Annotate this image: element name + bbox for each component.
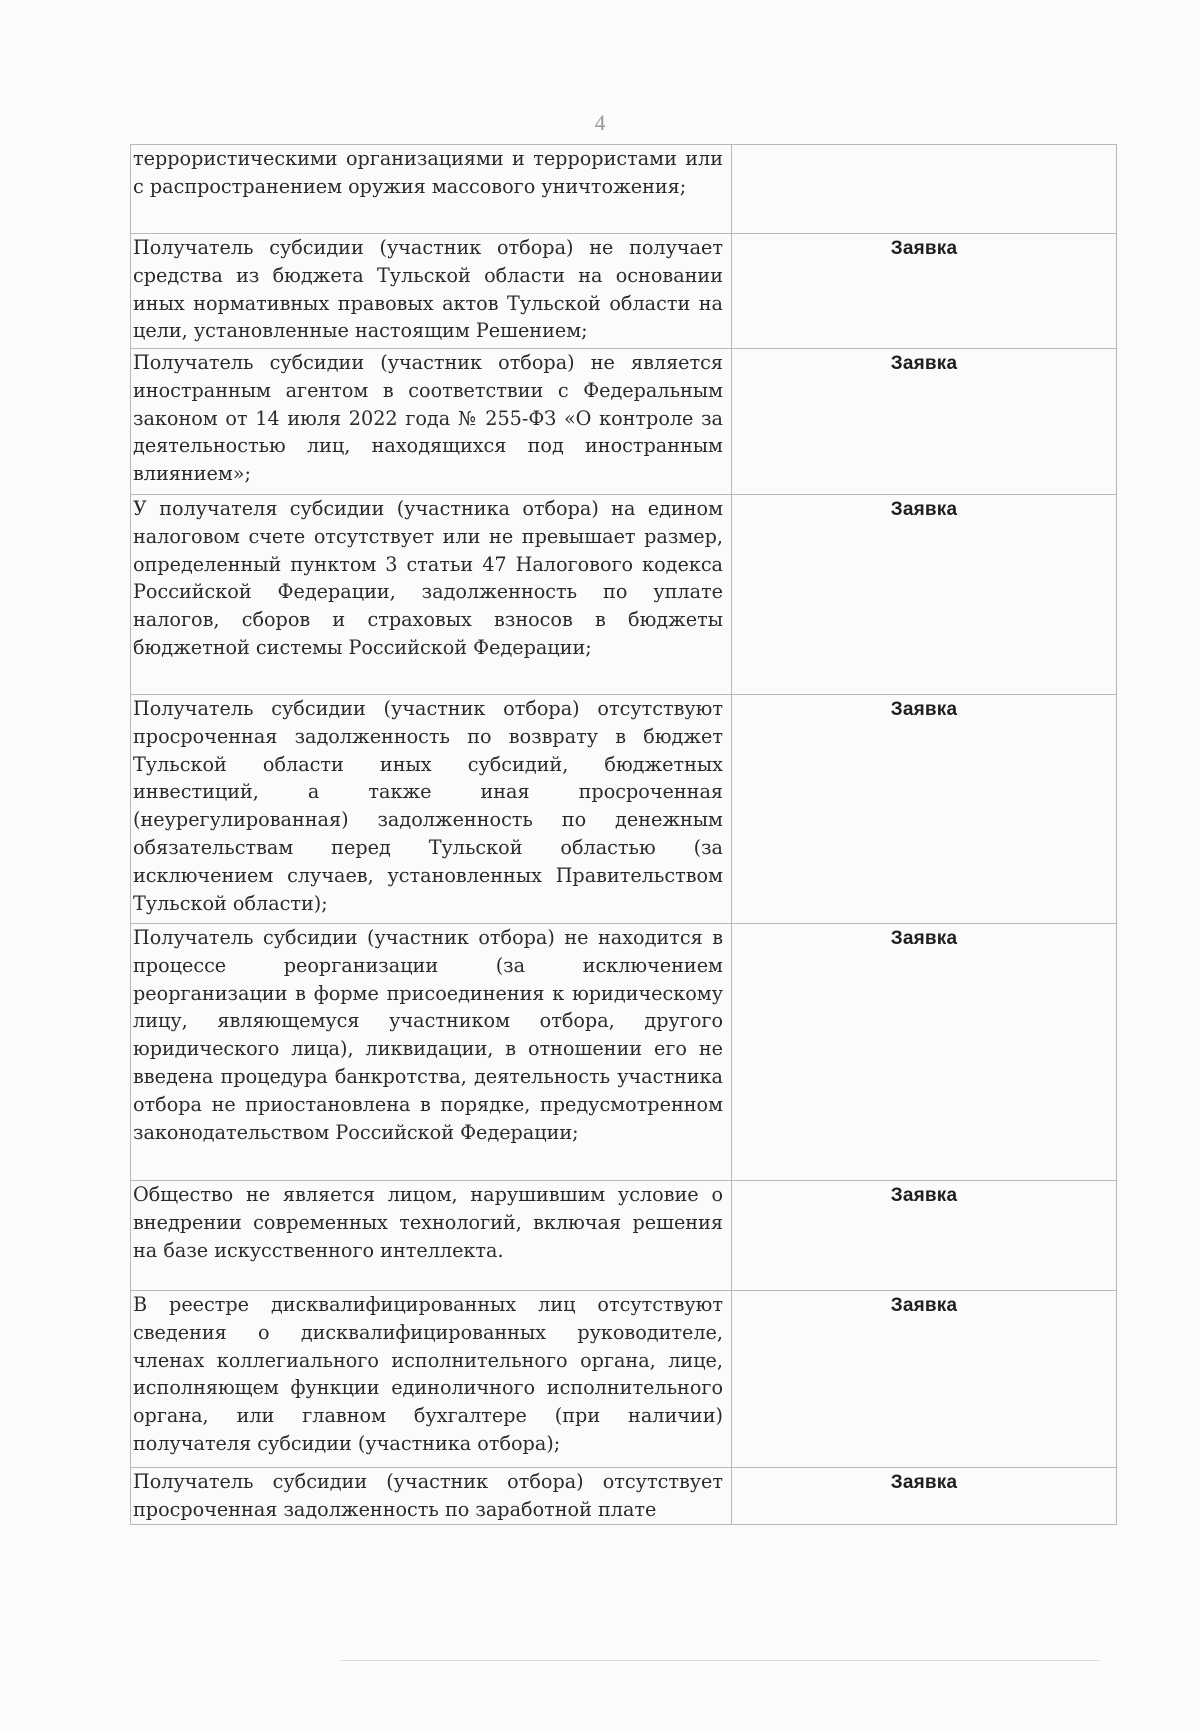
table-row (131, 1181, 1117, 1291)
source-cell (732, 234, 1117, 349)
condition-cell: Общество не является лицом, нарушившим условие о внедрении современных технологий, включая решения на базе искусственного интеллекта. (131, 1181, 732, 1291)
table-row (131, 1468, 1117, 1525)
page-number: 4 (594, 110, 606, 135)
condition-cell: В реестре дисквалифицированных лиц отсутствуют сведения о дисквалифицированных руководителе, членах коллегиального исполнительного органа, лице, исполняющем функции единоличного исполнительного органа, или главном бухгалтере (при наличии) получателя субсидии (участника отбора); (131, 1291, 732, 1468)
source-label: Заявка (890, 499, 958, 520)
table-row (131, 145, 1117, 234)
source-label: Заявка (890, 928, 958, 949)
source-cell (732, 349, 1117, 495)
requirements-table (130, 144, 1117, 1525)
condition-cell: У получателя субсидии (участника отбора) на едином налоговом счете отсутствует или не превышает размер, определенный пунктом 3 статьи 47 Налогового кодекса Российской Федерации, задолженность по уплате налогов, сборов и страховых взносов в бюджеты бюджетной системы Российской Федерации; (131, 495, 732, 695)
source-label: Заявка (890, 353, 958, 374)
condition-cell: Получатель субсидии (участник отбора) не находится в процессе реорганизации (за исключением реорганизации в форме присоединения к юридическому лицу, являющемуся участником отбора, другого юридического лица), ликвидации, в отношении его не введена процедура банкротства, деятельность участника отбора не приостановлена в порядке, предусмотренном законодательством Российской Федерации; (131, 924, 732, 1181)
source-label: Заявка (890, 238, 958, 259)
source-cell (732, 1291, 1117, 1468)
condition-cell: Получатель субсидии (участник отбора) отсутствуют просроченная задолженность по возврату в бюджет Тульской области иных субсидий, бюджетных инвестиций, а также иная просроченная (неурегулированная) задолженность по денежным обязательствам перед Тульской областью (за исключением случаев, установленных Правительством Тульской области); (131, 695, 732, 924)
source-cell (732, 1181, 1117, 1291)
table-row (131, 349, 1117, 495)
condition-cell: Получатель субсидии (участник отбора) отсутствует просроченная задолженность по заработной плате (131, 1468, 732, 1525)
table-row (131, 234, 1117, 349)
source-label: Заявка (890, 699, 958, 720)
table-row (131, 495, 1117, 695)
table-row (131, 695, 1117, 924)
source-label: Заявка (890, 1295, 958, 1316)
source-cell (732, 145, 1117, 234)
condition-cell: Получатель субсидии (участник отбора) не получает средства из бюджета Тульской области на основании иных нормативных правовых актов Тульской области на цели, установленные настоящим Решением; (131, 234, 732, 349)
source-cell (732, 695, 1117, 924)
table-row (131, 1291, 1117, 1468)
condition-cell: Получатель субсидии (участник отбора) не является иностранным агентом в соответствии с Федеральным законом от 14 июля 2022 года № 255-ФЗ «О контроле за деятельностью лиц, находящихся под иностранным влиянием»; (131, 349, 732, 495)
condition-cell: террористическими организациями и террористами или с распространением оружия массового уничтожения; (131, 145, 732, 234)
source-label: Заявка (890, 1472, 958, 1493)
source-cell (732, 924, 1117, 1181)
source-cell (732, 495, 1117, 695)
page-bottom-rule (340, 1660, 1100, 1661)
source-cell (732, 1468, 1117, 1525)
source-label: Заявка (890, 1185, 958, 1206)
table-row (131, 924, 1117, 1181)
